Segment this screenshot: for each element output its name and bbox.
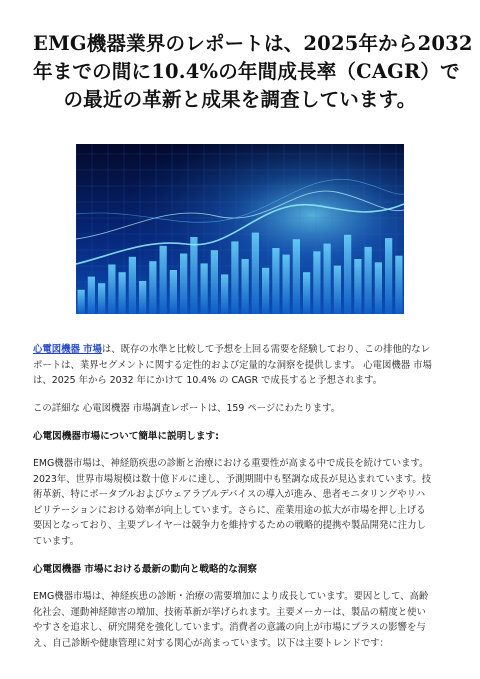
hero-bar	[221, 274, 228, 314]
hero-bar	[303, 272, 310, 314]
hero-bar	[201, 263, 208, 314]
intro-line-3: は、2025 年から 2032 年にかけて 10.4% の CAGR で成長すると予想されます。	[33, 375, 383, 386]
overview-line-2: 2023年、世界市場規模は数十億ドルに達し、予測期間中も堅調な成長が見込まれています。技	[33, 473, 432, 485]
hero-bar	[283, 255, 290, 314]
trends-line-3: やすさを追求し、研究開発を強化しています。消費者の意識の向上が市場にプラスの影響を与	[33, 622, 426, 633]
hero-bar	[344, 235, 351, 314]
hero-bar	[313, 251, 320, 314]
hero-image-financial-graph	[76, 144, 404, 314]
hero-bar	[139, 281, 146, 314]
overview-line-5: 要因となっており、主要プレイヤーは競争力を維持するための戦略的提携や製品開発に注力し	[33, 520, 426, 531]
hero-bar	[88, 277, 95, 314]
hero-bar	[170, 270, 177, 314]
hero-bar	[211, 250, 218, 314]
trends-line-4: え、自己診断や健康管理に対する関心が高まっています。以下は主要トレンドです：	[33, 637, 389, 649]
hero-bar	[375, 262, 382, 314]
hero-bar	[365, 247, 372, 314]
hero-bar	[108, 265, 115, 315]
hero-bar	[334, 266, 341, 314]
intro-paragraph	[33, 342, 447, 389]
trends-paragraph	[33, 589, 447, 651]
hero-bar	[272, 248, 279, 314]
hero-bar	[324, 244, 331, 314]
hero-bar	[160, 246, 167, 314]
intro-line-1-text: は、既存の水準と比較して予想を上回る需要を経験しており、この排他的なレ	[101, 344, 431, 355]
trends-line-2: 化社会、運動神経障害の増加、技術革新が挙げられます。主要メーカーは、製品の精度と使い	[33, 606, 426, 618]
hero-bar	[190, 237, 197, 314]
hero-bar	[180, 254, 187, 315]
hero-bar	[395, 256, 402, 314]
hero-bar	[149, 261, 156, 314]
title-line-2: 年までの間に10.4%の年間成長率（CAGR）で	[33, 60, 460, 83]
page-title	[33, 30, 473, 114]
hero-bar	[231, 241, 238, 314]
title-line-3: の最近の革新と成果を調査しています。	[63, 88, 417, 111]
market-link[interactable]: 心電図機器 市場	[33, 344, 102, 355]
overview-line-1: EMG機器市場は、神経筋疾患の診断と治療における重要性が高まる中で成長を続けています。	[33, 458, 429, 469]
hero-bar	[354, 259, 361, 314]
pages-note: この詳細な 心電図機器 市場調査レポートは、159 ページにわたります。	[33, 402, 341, 414]
hero-bar	[293, 239, 300, 314]
overview-paragraph	[33, 456, 447, 549]
hero-bar	[385, 238, 392, 314]
intro-line-2: ポートは、業界セグメントに関する定性的および定量的な洞察を提供します。 心電図機器 市場	[33, 359, 432, 371]
trends-line-1: EMG機器市場は、神経疾患の診断・治療の需要増加により成長しています。要因として、高齢	[33, 591, 429, 602]
hero-bar	[78, 290, 85, 314]
overview-line-3: 術革新、特にポータブルおよびウェアラブルデバイスの導入が進み、患者モニタリングやリハ	[33, 489, 426, 500]
hero-bar	[98, 283, 105, 314]
overview-line-6: ています。	[33, 535, 80, 547]
section-heading-trends: 心電図機器 市場における最新の動向と戦略的な洞察	[33, 564, 257, 575]
intro-line-1	[33, 342, 447, 358]
title-line-1: EMG機器業界のレポートは、2025年から2032	[33, 32, 473, 55]
section-heading-overview: 心電図機器市場について簡単に説明します:	[33, 431, 219, 442]
hero-bar	[119, 272, 126, 314]
overview-line-4: ビリテーションにおける効率が向上しています。さらに、産業用途の拡大が市場を押し上げる	[33, 504, 426, 516]
hero-bar	[252, 233, 259, 314]
hero-bar	[242, 259, 249, 314]
hero-bar	[262, 268, 269, 314]
hero-bar	[129, 257, 136, 314]
